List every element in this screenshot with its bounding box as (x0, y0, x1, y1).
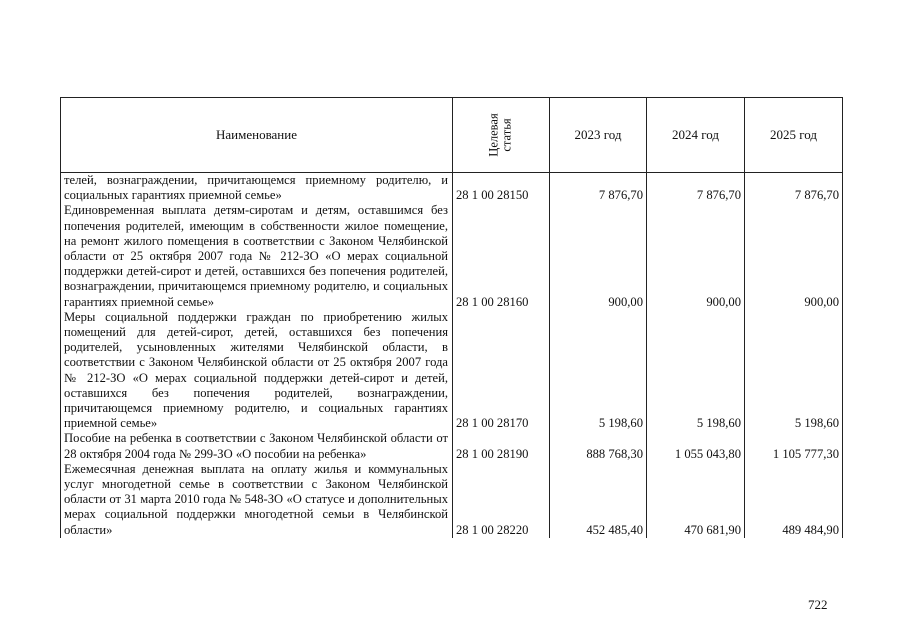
table-row (61, 310, 843, 432)
row-value-2023: 7 876,70 (550, 173, 647, 204)
row-value-2023: 900,00 (550, 203, 647, 309)
row-code: 28 1 00 28170 (453, 310, 550, 432)
row-code: 28 1 00 28160 (453, 203, 550, 309)
row-value-2025: 7 876,70 (745, 173, 843, 204)
header-2025: 2025 год (745, 98, 843, 173)
header-2024: 2024 год (647, 98, 745, 173)
row-name: Пособие на ребенка в соответствии с Законом Челябинской области от 28 октября 2004 года № 299-ЗО «О пособии на ребенка» (61, 431, 453, 461)
row-value-2024: 470 681,90 (647, 462, 745, 538)
row-value-2024: 7 876,70 (647, 173, 745, 204)
row-value-2023: 888 768,30 (550, 431, 647, 461)
budget-table-container (60, 97, 842, 538)
row-code: 28 1 00 28220 (453, 462, 550, 538)
row-name: телей, вознаграждении, причитающемся приемному родителю, и социальных гарантиях приемной семье» (61, 173, 453, 204)
budget-table (60, 97, 843, 538)
header-target-article (453, 98, 550, 173)
row-name: Меры социальной поддержки граждан по приобретению жилых помещений для детей-сирот, детей, оставшихся без попечения родителей, усыновленных жителями Челябинской области, в соответствии с Законом Челябинской области от 25 октября 2007 года № 212-ЗО «О мерах социальной поддержки детей-сирот и детей, оставшихся без попечения родителей, вознаграждении, причитающемся приемному родителю, и социальных гарантиях приемной семье» (61, 310, 453, 432)
row-value-2025: 489 484,90 (745, 462, 843, 538)
table-header (61, 98, 843, 173)
table-body (61, 173, 843, 538)
row-code: 28 1 00 28150 (453, 173, 550, 204)
row-value-2023: 5 198,60 (550, 310, 647, 432)
row-value-2025: 5 198,60 (745, 310, 843, 432)
table-row (61, 462, 843, 538)
header-2023: 2023 год (550, 98, 647, 173)
header-target-article-text: Целевая статья (487, 112, 514, 157)
row-name: Ежемесячная денежная выплата на оплату жилья и коммунальных услуг многодетной семье в соответствии с Законом Челябинской области от 31 марта 2010 года № 548-ЗО «О статусе и дополнительных мерах социальной поддержки многодетной семьи в Челябинской области» (61, 462, 453, 538)
row-code: 28 1 00 28190 (453, 431, 550, 461)
table-row (61, 431, 843, 461)
row-value-2024: 5 198,60 (647, 310, 745, 432)
row-value-2024: 1 055 043,80 (647, 431, 745, 461)
row-value-2025: 900,00 (745, 203, 843, 309)
row-value-2024: 900,00 (647, 203, 745, 309)
table-row (61, 173, 843, 204)
row-value-2025: 1 105 777,30 (745, 431, 843, 461)
row-value-2023: 452 485,40 (550, 462, 647, 538)
header-name: Наименование (61, 98, 453, 173)
row-name: Единовременная выплата детям-сиротам и детям, оставшимся без попечения родителей, имеющим в собственности жилое помещение, на ремонт жилого помещения в соответствии с Законом Челябинской области от 25 октября 2007 года № 212-ЗО «О мерах социальной поддержки детей-сирот и детей, оставшихся без попечения родителей, вознаграждении, причитающемся приемному родителю, и социальных гарантиях приемной семье» (61, 203, 453, 309)
page-number: 722 (808, 597, 828, 612)
table-row (61, 203, 843, 309)
